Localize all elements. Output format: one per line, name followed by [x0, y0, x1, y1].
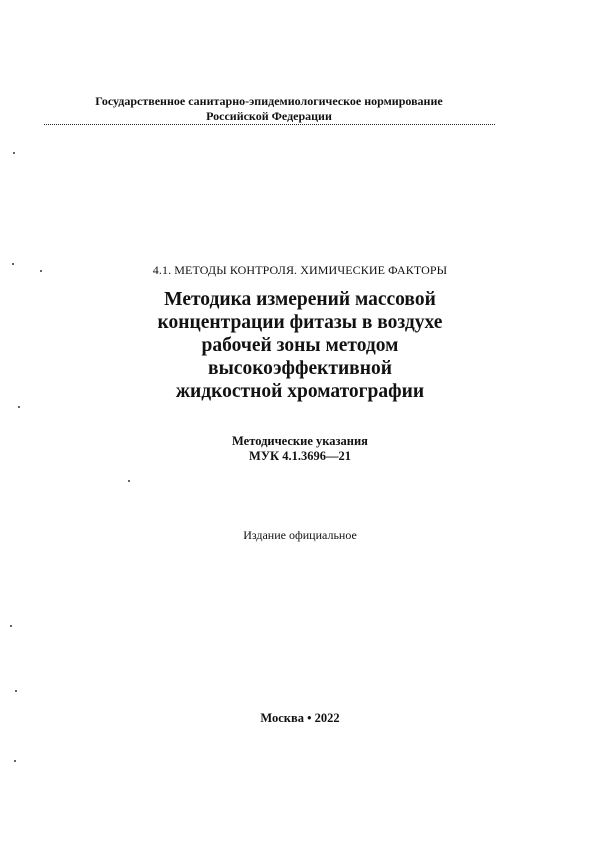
- title-line-4: высокоэффективной: [208, 358, 392, 379]
- scan-speck: [12, 263, 14, 265]
- title-line-2: концентрации фитазы в воздухе: [157, 312, 443, 333]
- scan-speck: [13, 152, 15, 154]
- section-heading: 4.1. МЕТОДЫ КОНТРОЛЯ. ХИМИЧЕСКИЕ ФАКТОРЫ: [152, 263, 448, 277]
- scan-speck: [10, 625, 12, 627]
- publication-place-year: Москва • 2022: [260, 711, 340, 725]
- document-code: МУК 4.1.3696—21: [249, 449, 351, 463]
- title-line-3: рабочей зоны методом: [201, 335, 399, 356]
- title-line-1: Методика измерений массовой: [164, 289, 436, 310]
- scan-speck: [128, 480, 130, 482]
- document-title: [60, 288, 540, 403]
- scan-speck: [14, 760, 16, 762]
- scan-speck: [40, 270, 42, 272]
- scan-speck: [18, 406, 20, 408]
- issuer-header: [44, 94, 494, 124]
- subtitle-type: Методические указания: [232, 434, 368, 448]
- issuer-line-2: Российской Федерации: [206, 109, 332, 123]
- header-divider: [44, 124, 495, 125]
- scan-speck: [15, 690, 17, 692]
- issuer-line-1: Государственное санитарно-эпидемиологическое нормирование: [95, 94, 443, 108]
- document-subtitle: [60, 434, 540, 464]
- title-line-5: жидкостной хроматографии: [175, 381, 425, 402]
- edition-note: Издание официальное: [243, 528, 357, 542]
